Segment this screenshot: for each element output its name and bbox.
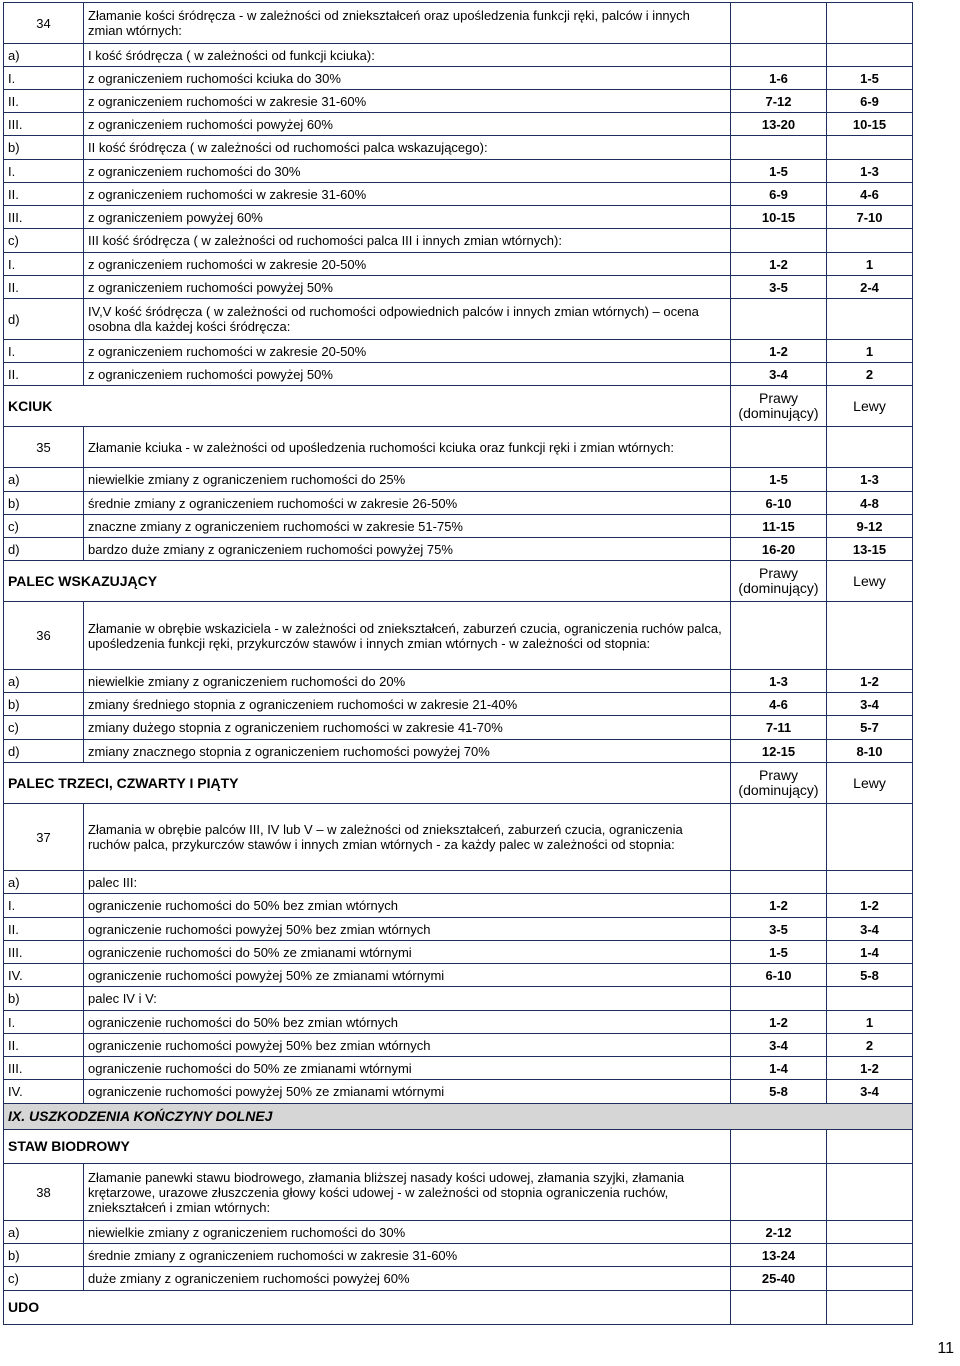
- row-index: a): [4, 468, 84, 492]
- section-title: UDO: [4, 1291, 731, 1325]
- left-value: 1-4: [827, 941, 913, 964]
- left-value: [827, 1267, 913, 1291]
- right-header: Prawy (dominujący): [731, 561, 827, 602]
- right-value: 3-4: [731, 1034, 827, 1057]
- table-row: [4, 871, 913, 894]
- right-header: [731, 1130, 827, 1164]
- row-index: III.: [4, 206, 84, 229]
- row-description: z ograniczeniem ruchomości powyżej 60%: [84, 113, 731, 136]
- right-value: 1-5: [731, 941, 827, 964]
- row-description: Złamanie kciuka - w zależności od upośledzenia ruchomości kciuka oraz funkcji ręki i zmian wtórnych:: [84, 427, 731, 468]
- table-row: [4, 894, 913, 918]
- table-row: [4, 90, 913, 113]
- table-row: [4, 716, 913, 740]
- row-description: z ograniczeniem ruchomości w zakresie 20-50%: [84, 340, 731, 363]
- left-header: Lewy: [827, 763, 913, 804]
- row-description: ograniczenie ruchomości do 50% ze zmianami wtórnymi: [84, 1057, 731, 1080]
- left-value: 2: [827, 1034, 913, 1057]
- right-value: 6-10: [731, 964, 827, 987]
- left-header: [827, 1291, 913, 1325]
- right-value: 1-6: [731, 67, 827, 90]
- section-title: KCIUK: [4, 386, 731, 427]
- row-description: Złamania w obrębie palców III, IV lub V – w zależności od zniekształceń, zaburzeń czucia, ograniczenia ruchów palca, przykurczów stawów i innych zmian wtórnych - za każdy palec w zależności od stopnia:: [84, 804, 731, 871]
- disability-table: [3, 2, 913, 1325]
- table-row: [4, 229, 913, 253]
- item-number: 36: [4, 602, 84, 670]
- row-index: c): [4, 1267, 84, 1291]
- right-value: 25-40: [731, 1267, 827, 1291]
- right-header: Prawy (dominujący): [731, 763, 827, 804]
- table-row: [4, 515, 913, 538]
- row-description: zmiany dużego stopnia z ograniczeniem ruchomości w zakresie 41-70%: [84, 716, 731, 740]
- left-value: 6-9: [827, 90, 913, 113]
- left-value: 1-2: [827, 1057, 913, 1080]
- right-value: [731, 299, 827, 340]
- left-value: 4-6: [827, 183, 913, 206]
- left-value: 1-2: [827, 894, 913, 918]
- right-value: 4-6: [731, 693, 827, 716]
- right-value: [731, 427, 827, 468]
- table-row: [4, 492, 913, 515]
- right-value: [731, 136, 827, 160]
- table-row: [4, 113, 913, 136]
- right-value: 6-10: [731, 492, 827, 515]
- row-index: II.: [4, 276, 84, 299]
- row-index: b): [4, 987, 84, 1011]
- table-row: [4, 1221, 913, 1244]
- left-value: 1: [827, 340, 913, 363]
- left-header: Lewy: [827, 561, 913, 602]
- left-value: [827, 602, 913, 670]
- left-value: 3-4: [827, 918, 913, 941]
- row-index: I.: [4, 340, 84, 363]
- left-value: 3-4: [827, 693, 913, 716]
- item-row: [4, 1164, 913, 1221]
- section-title: PALEC WSKAZUJĄCY: [4, 561, 731, 602]
- right-value: 6-9: [731, 183, 827, 206]
- right-value: [731, 44, 827, 67]
- row-index: c): [4, 515, 84, 538]
- row-description: z ograniczeniem powyżej 60%: [84, 206, 731, 229]
- table-row: [4, 468, 913, 492]
- row-description: z ograniczeniem ruchomości w zakresie 20-50%: [84, 253, 731, 276]
- table-row: [4, 160, 913, 183]
- section-row: [4, 561, 913, 602]
- right-value: 1-5: [731, 468, 827, 492]
- left-value: 1-3: [827, 468, 913, 492]
- row-index: I.: [4, 253, 84, 276]
- row-description: Złamanie kości śródręcza - w zależności od zniekształceń oraz upośledzenia funkcji ręki, palców i innych zmian wtórnych:: [84, 3, 731, 44]
- row-description: II kość śródręcza ( w zależności od ruchomości palca wskazującego):: [84, 136, 731, 160]
- row-description: z ograniczeniem ruchomości powyżej 50%: [84, 363, 731, 386]
- row-description: IV,V kość śródręcza ( w zależności od ruchomości odpowiednich palców i innych zmian wtórnych) – ocena osobna dla każdej kości śródręcza:: [84, 299, 731, 340]
- row-index: III.: [4, 1057, 84, 1080]
- row-description: z ograniczeniem ruchomości w zakresie 31-60%: [84, 183, 731, 206]
- table-row: [4, 1057, 913, 1080]
- row-index: a): [4, 871, 84, 894]
- row-index: II.: [4, 918, 84, 941]
- section-title: PALEC TRZECI, CZWARTY I PIĄTY: [4, 763, 731, 804]
- row-index: II.: [4, 363, 84, 386]
- row-index: IV.: [4, 964, 84, 987]
- left-value: [827, 136, 913, 160]
- left-value: 13-15: [827, 538, 913, 561]
- left-value: [827, 229, 913, 253]
- right-value: 1-2: [731, 894, 827, 918]
- table-row: [4, 1267, 913, 1291]
- table-row: [4, 918, 913, 941]
- row-index: a): [4, 1221, 84, 1244]
- right-value: 12-15: [731, 740, 827, 763]
- left-value: [827, 987, 913, 1011]
- item-row: [4, 804, 913, 871]
- table-row: [4, 206, 913, 229]
- row-description: ograniczenie ruchomości do 50% bez zmian wtórnych: [84, 894, 731, 918]
- right-value: [731, 602, 827, 670]
- left-value: 8-10: [827, 740, 913, 763]
- right-value: 3-5: [731, 276, 827, 299]
- right-header: [731, 1291, 827, 1325]
- right-value: [731, 3, 827, 44]
- row-description: niewielkie zmiany z ograniczeniem ruchomości do 30%: [84, 1221, 731, 1244]
- row-description: Złamanie panewki stawu biodrowego, złamania bliższej nasady kości udowej, złamania szyjki, złamania krętarzowe, urazowe złuszczenia głowy kości udowej - w zależności od stopnia ograniczenia ruchów, zniekształceń i zmian wtórnych:: [84, 1164, 731, 1221]
- table-row: [4, 693, 913, 716]
- row-description: ograniczenie ruchomości do 50% ze zmianami wtórnymi: [84, 941, 731, 964]
- right-value: [731, 987, 827, 1011]
- row-description: z ograniczeniem ruchomości do 30%: [84, 160, 731, 183]
- right-value: 13-20: [731, 113, 827, 136]
- page-number: 11: [937, 1340, 954, 1357]
- table-row: [4, 987, 913, 1011]
- section-row: [4, 1291, 913, 1325]
- left-value: 7-10: [827, 206, 913, 229]
- table-row: [4, 1034, 913, 1057]
- row-description: z ograniczeniem ruchomości powyżej 50%: [84, 276, 731, 299]
- left-value: 9-12: [827, 515, 913, 538]
- row-index: I.: [4, 894, 84, 918]
- left-value: 10-15: [827, 113, 913, 136]
- table-row: [4, 740, 913, 763]
- row-index: d): [4, 740, 84, 763]
- left-value: [827, 804, 913, 871]
- right-value: 1-5: [731, 160, 827, 183]
- table-row: [4, 1244, 913, 1267]
- section-row: [4, 763, 913, 804]
- row-index: c): [4, 716, 84, 740]
- item-row: [4, 427, 913, 468]
- row-index: b): [4, 1244, 84, 1267]
- row-description: z ograniczeniem ruchomości w zakresie 31-60%: [84, 90, 731, 113]
- row-index: II.: [4, 90, 84, 113]
- right-value: 1-2: [731, 1011, 827, 1034]
- left-value: 3-4: [827, 1080, 913, 1104]
- left-value: [827, 871, 913, 894]
- right-value: 3-5: [731, 918, 827, 941]
- left-value: 2: [827, 363, 913, 386]
- row-index: IV.: [4, 1080, 84, 1104]
- right-value: [731, 804, 827, 871]
- table-row: [4, 1011, 913, 1034]
- row-index: b): [4, 492, 84, 515]
- row-description: niewielkie zmiany z ograniczeniem ruchomości do 20%: [84, 670, 731, 693]
- item-row: [4, 3, 913, 44]
- table-row: [4, 44, 913, 67]
- left-value: 1-3: [827, 160, 913, 183]
- item-row: [4, 602, 913, 670]
- left-value: 1: [827, 253, 913, 276]
- left-value: [827, 299, 913, 340]
- left-value: 2-4: [827, 276, 913, 299]
- row-description: ograniczenie ruchomości powyżej 50% bez zmian wtórnych: [84, 1034, 731, 1057]
- table-row: [4, 67, 913, 90]
- left-value: 5-7: [827, 716, 913, 740]
- row-description: Złamanie w obrębie wskaziciela - w zależności od zniekształceń, zaburzeń czucia, ograniczenia ruchów palca, upośledzenia funkcji ręki, przykurczów stawów i innych zmian wtórnych - w zależności od stopnia:: [84, 602, 731, 670]
- left-header: Lewy: [827, 386, 913, 427]
- row-index: d): [4, 299, 84, 340]
- item-number: 38: [4, 1164, 84, 1221]
- right-value: 7-11: [731, 716, 827, 740]
- right-value: 5-8: [731, 1080, 827, 1104]
- right-value: 3-4: [731, 363, 827, 386]
- right-value: 11-15: [731, 515, 827, 538]
- row-description: z ograniczeniem ruchomości kciuka do 30%: [84, 67, 731, 90]
- table-row: [4, 1080, 913, 1104]
- table-row: [4, 183, 913, 206]
- row-description: zmiany znacznego stopnia z ograniczeniem ruchomości powyżej 70%: [84, 740, 731, 763]
- table-row: [4, 253, 913, 276]
- table-row: [4, 136, 913, 160]
- row-description: niewielkie zmiany z ograniczeniem ruchomości do 25%: [84, 468, 731, 492]
- row-description: I kość śródręcza ( w zależności od funkcji kciuka):: [84, 44, 731, 67]
- row-index: III.: [4, 113, 84, 136]
- row-index: a): [4, 44, 84, 67]
- left-value: 5-8: [827, 964, 913, 987]
- section-title: STAW BIODROWY: [4, 1130, 731, 1164]
- row-index: I.: [4, 160, 84, 183]
- right-value: [731, 871, 827, 894]
- chapter-row: [4, 1104, 913, 1130]
- item-number: 34: [4, 3, 84, 44]
- row-description: ograniczenie ruchomości powyżej 50% ze zmianami wtórnymi: [84, 964, 731, 987]
- row-description: duże zmiany z ograniczeniem ruchomości powyżej 60%: [84, 1267, 731, 1291]
- right-value: 1-4: [731, 1057, 827, 1080]
- row-description: ograniczenie ruchomości do 50% bez zmian wtórnych: [84, 1011, 731, 1034]
- table-row: [4, 964, 913, 987]
- right-value: 2-12: [731, 1221, 827, 1244]
- left-value: [827, 1221, 913, 1244]
- row-description: bardzo duże zmiany z ograniczeniem ruchomości powyżej 75%: [84, 538, 731, 561]
- left-value: [827, 1244, 913, 1267]
- table-row: [4, 941, 913, 964]
- row-description: ograniczenie ruchomości powyżej 50% ze zmianami wtórnymi: [84, 1080, 731, 1104]
- table-row: [4, 340, 913, 363]
- row-index: d): [4, 538, 84, 561]
- item-number: 35: [4, 427, 84, 468]
- chapter-title: IX. USZKODZENIA KOŃCZYNY DOLNEJ: [4, 1104, 913, 1130]
- left-value: 1: [827, 1011, 913, 1034]
- row-description: III kość śródręcza ( w zależności od ruchomości palca III i innych zmian wtórnych):: [84, 229, 731, 253]
- row-index: II.: [4, 1034, 84, 1057]
- right-value: 1-2: [731, 340, 827, 363]
- right-value: 7-12: [731, 90, 827, 113]
- row-description: palec III:: [84, 871, 731, 894]
- right-value: [731, 229, 827, 253]
- row-index: I.: [4, 67, 84, 90]
- right-header: Prawy (dominujący): [731, 386, 827, 427]
- right-value: 1-3: [731, 670, 827, 693]
- item-number: 37: [4, 804, 84, 871]
- left-value: [827, 44, 913, 67]
- table-row: [4, 363, 913, 386]
- table-row: [4, 299, 913, 340]
- right-value: 13-24: [731, 1244, 827, 1267]
- row-description: palec IV i V:: [84, 987, 731, 1011]
- left-value: 4-8: [827, 492, 913, 515]
- right-value: 16-20: [731, 538, 827, 561]
- row-index: c): [4, 229, 84, 253]
- left-value: [827, 427, 913, 468]
- row-description: średnie zmiany z ograniczeniem ruchomości w zakresie 26-50%: [84, 492, 731, 515]
- row-index: b): [4, 136, 84, 160]
- row-description: średnie zmiany z ograniczeniem ruchomości w zakresie 31-60%: [84, 1244, 731, 1267]
- row-index: I.: [4, 1011, 84, 1034]
- row-description: zmiany średniego stopnia z ograniczeniem ruchomości w zakresie 21-40%: [84, 693, 731, 716]
- row-index: III.: [4, 941, 84, 964]
- table-row: [4, 276, 913, 299]
- row-index: II.: [4, 183, 84, 206]
- table-row: [4, 670, 913, 693]
- row-description: znaczne zmiany z ograniczeniem ruchomości w zakresie 51-75%: [84, 515, 731, 538]
- row-description: ograniczenie ruchomości powyżej 50% bez zmian wtórnych: [84, 918, 731, 941]
- row-index: b): [4, 693, 84, 716]
- left-value: 1-5: [827, 67, 913, 90]
- table-row: [4, 538, 913, 561]
- right-value: 10-15: [731, 206, 827, 229]
- right-value: 1-2: [731, 253, 827, 276]
- section-row: [4, 386, 913, 427]
- left-header: [827, 1130, 913, 1164]
- section-row: [4, 1130, 913, 1164]
- left-value: 1-2: [827, 670, 913, 693]
- row-index: a): [4, 670, 84, 693]
- left-value: [827, 3, 913, 44]
- left-value: [827, 1164, 913, 1221]
- right-value: [731, 1164, 827, 1221]
